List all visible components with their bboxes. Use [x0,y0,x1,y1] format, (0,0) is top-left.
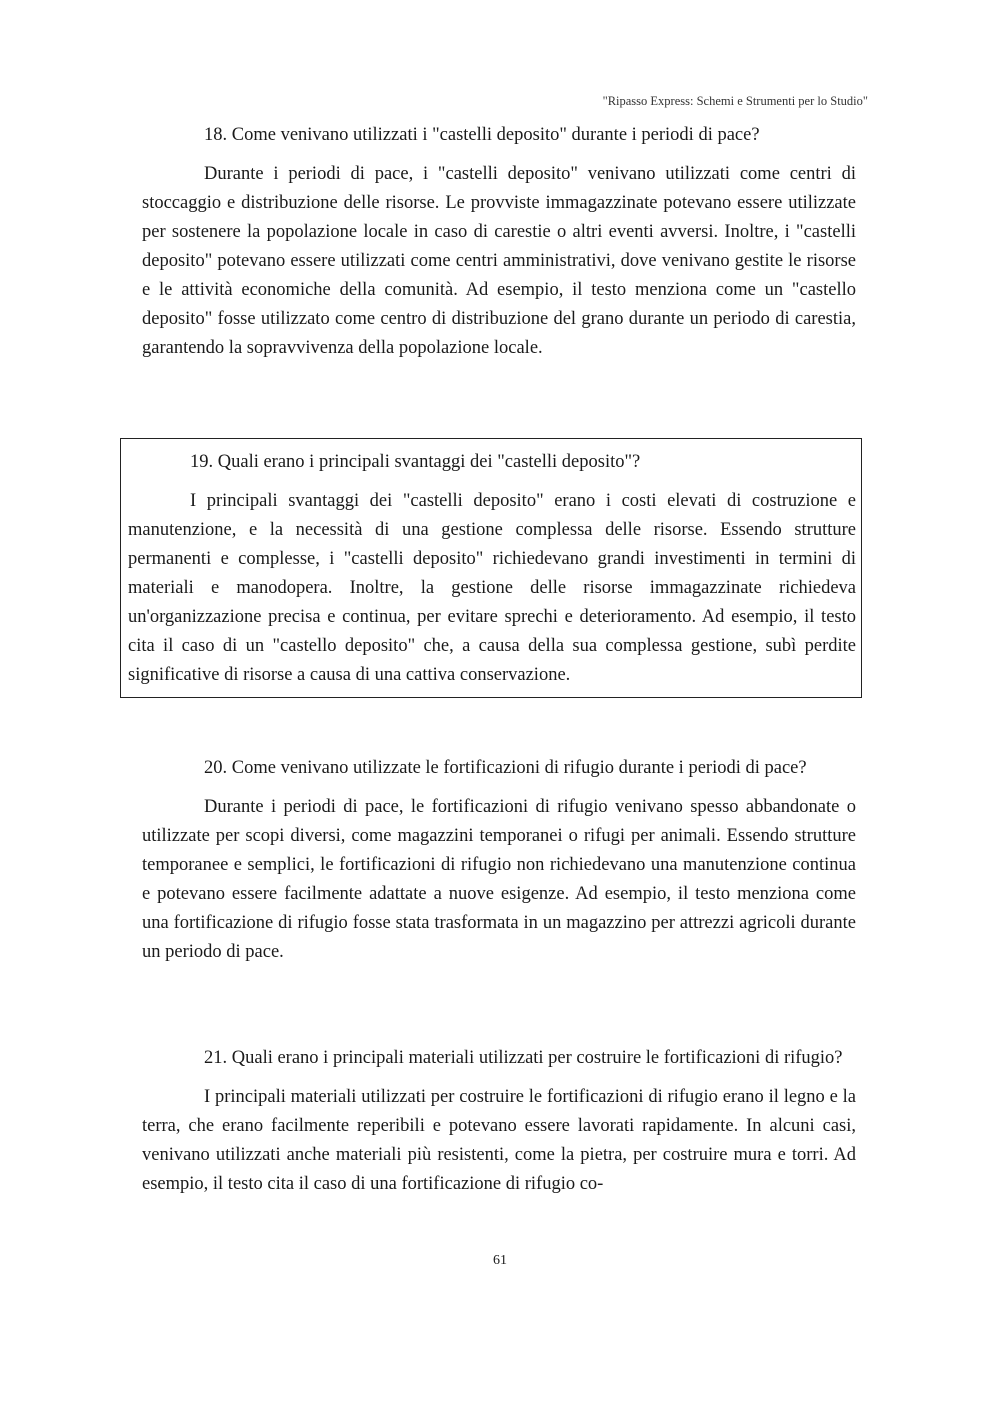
answer-paragraph: Durante i periodi di pace, le fortificazioni di rifugio venivano spesso abbandonate o utilizzate per scopi diversi, come magazzini temporanei o rifugi per animali. Essendo strutture temporanee e semplici, le fortificazioni di rifugio non richiedevano una manutenzione continua e potevano essere facilmente adattate a nuove esigenze. Ad esempio, il testo menziona come una fortificazione di rifugio fosse stata trasformata in un magazzino per attrezzi agricoli durante un periodo di pace. [142,797,856,962]
running-header: "Ripasso Express: Schemi e Strumenti per lo Studio" [602,94,868,108]
question-heading: 20. Come venivano utilizzate le fortificazioni di rifugio durante i periodi di pace? [204,758,807,778]
answer-paragraph: I principali materiali utilizzati per costruire le fortificazioni di rifugio erano il legno e la terra, che erano facilmente reperibili e potevano essere lavorati rapidamente. In alcuni casi, venivano utilizzati anche materiali più resistenti, come la pietra, per costruire mura e torri. Ad esempio, il testo cita il caso di una fortificazione di rifugio co- [142,1087,856,1194]
section-21 [142,1044,856,1199]
answer-paragraph: I principali svantaggi dei "castelli deposito" erano i costi elevati di costruzione e manutenzione, e la necessità di una gestione complessa delle risorse. Essendo strutture permanenti e complesse, i "castelli deposito" richiedevano grandi investimenti in termini di materiali e manodopera. Inoltre, la gestione delle risorse immagazzinate richiedeva un'organizzazione precisa e continua, per evitare sprechi e deterioramento. Ad esempio, il testo cita il caso di un "castello deposito" che, a causa della sua complessa gestione, subì perdite significative di risorse a causa di una cattiva conservazione. [128,491,856,685]
page-number: 61 [493,1253,507,1268]
section-20 [142,754,856,967]
question-heading: 21. Quali erano i principali materiali utilizzati per costruire le fortificazioni di rifugio? [204,1048,843,1068]
section-18 [142,121,856,363]
question-heading: 18. Come venivano utilizzati i "castelli deposito" durante i periodi di pace? [204,125,760,145]
answer-paragraph: Durante i periodi di pace, i "castelli deposito" venivano utilizzati come centri di stoccaggio e distribuzione delle risorse. Le provviste immagazzinate potevano essere utilizzate per sostenere la popolazione locale in caso di carestie o altri eventi avversi. Inoltre, i "castelli deposito" potevano essere utilizzati come centri amministrativi, dove venivano gestite le risorse e le attività economiche della comunità. Ad esempio, il testo menziona come un "castello deposito" fosse utilizzato come centro di distribuzione del grano durante un periodo di carestia, garantendo la sopravvivenza della popolazione locale. [142,164,856,358]
highlight-box [120,438,862,698]
question-heading: 19. Quali erano i principali svantaggi dei "castelli deposito"? [190,452,641,472]
